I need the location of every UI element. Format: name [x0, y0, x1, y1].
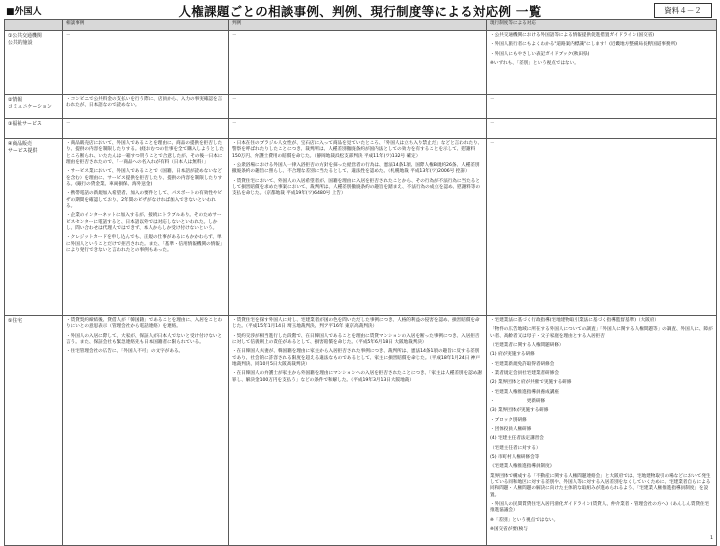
cell-paragraph: ・宅建業人権推進指導員養成講座	[490, 389, 559, 395]
cell-paragraph: ・公衆浴場における外国人一律入浴拒否の方針を採った経営者の行為は、憲法14条1項、国際人権B規約26条、人種差別撤廃条約の趣旨に照らし、不合理な差別に当たるとして、違法性を認めた。（札幌地裁 平成13年(ワ)2006号 控訴）	[232, 162, 480, 175]
cell-paragraph: 「物件の広告地域に所在する外国人についての調査」「外国人に関する人権問題等」の調査、外国人に、障がい者、高齢者又は母子・父子家庭を理由とする入居拒否	[490, 327, 713, 339]
cell-paragraph: －	[232, 97, 237, 102]
cell-paragraph: ・賃貸住宅において、外国人の入居希望者が、国籍を理由に入居を拒否されたことから、その行為が不法行為に当たるとして損害賠償を求めた事案において、裁判所は、人種差別撤廃条約の趣旨を踏まえ、不法行為の成立を認め、慰謝料等の支払を命じた。（京都地裁 平成19年(ワ)6480号 上告）	[232, 178, 481, 197]
cell-paragraph: (1) 府が実施する研修	[490, 352, 535, 358]
category-label: ②情報	[8, 97, 23, 103]
precedent-cell	[229, 119, 487, 139]
category-label: ④商品販売	[8, 141, 32, 147]
cell-paragraph: －	[66, 121, 71, 126]
cell-paragraph: ・コンビニで公共料金の支払いを行う際に、店員から、入力の事実確認を言われたが、日本語なので読めない。	[66, 97, 223, 109]
cell-paragraph: ・外国人の入居に際して、大家が、保証人が日本人でないと受け付けないと言う。また、保証会社も緊急連絡先も日本国籍者に限られている。	[66, 333, 223, 345]
category-cell	[5, 31, 63, 95]
table-body	[5, 31, 717, 546]
cell-paragraph: ・住宅管理会社の広告に、「外国人不可」の文字がある。	[66, 349, 184, 355]
cell-paragraph: (3) 業界団体が実施する研修	[490, 408, 549, 414]
cell-paragraph: ・在日韓国人夫妻が、韓国籍を理由に家主から入居拒否された事例につき、裁判所は、憲法14条1項の趣旨に反する差別であり、社会的に許容される限度を超える違法なものであるとして、家主に損害賠償を命じた。（平成18年1月24日 神戸地裁判決、同10月5日大阪高裁判決）	[232, 349, 480, 367]
precedent-cell	[229, 95, 487, 119]
document-ref-box: 資料４－２	[654, 3, 712, 18]
category-label: 公共的施設	[8, 39, 33, 46]
document-title: 人権課題ごとの相談事例、判例、現行制度等による対応例 一覧	[178, 4, 542, 19]
precedent-cell	[229, 316, 487, 546]
table-header-row	[5, 20, 717, 31]
cell-paragraph: －	[66, 33, 71, 38]
header-empty-cell	[5, 20, 63, 31]
table-row	[5, 316, 717, 546]
cell-paragraph: (4) 宅建主任者法定講習会	[490, 436, 544, 442]
cell-paragraph: ・団体役員人権研修	[490, 426, 532, 432]
cell-paragraph: ・企業のインターネットに加入するが、接続にトラブルあり。そのためサービスセンターに電話すると、日本語以外では対応しないといわれた。しかし、問い合わせは代理人ではできず、本人からしか受け付けないという。	[66, 213, 222, 231]
cell-paragraph: ・在日韓国人の弁護士が家主から外国籍を理由にマンションへの入居を拒否されたことにつき、「家主は人種差別を認め謝罪し、解決金100万円を支払う」などの条件で和解した。（平成19年3月13日大阪地裁）	[232, 371, 482, 383]
cell-paragraph: ・携帯電話の新規加入希望者、加入の要件として、パスポートの有効性やビザの期間を確認しており、2年間のビザがなければ加入できないといわれる。	[66, 191, 223, 209]
section-tag: ■外国人	[6, 7, 42, 17]
cell-paragraph: ・賃貸契約締結後、貸借人が「韓国籍」であることを理由に、入居をことわりにいとの意思表示（管理会社から電話連絡）を連絡。	[66, 318, 223, 330]
table-row	[5, 95, 717, 119]
category-label: ⑤住宅	[8, 318, 23, 324]
cell-paragraph: ・宅建業新規免許取得者研修会	[490, 361, 555, 367]
cell-paragraph: ※いずれも、「差別」という視点ではない。	[490, 60, 579, 66]
table-row	[5, 139, 717, 316]
cell-paragraph: ※「差別」という視点ではない。	[490, 517, 559, 523]
column-header-response: 現行制度等による対応	[487, 20, 717, 31]
category-cell	[5, 95, 63, 119]
cell-paragraph: －	[232, 33, 237, 38]
cell-paragraph: ・サービス業において、外国人であることで（国籍、日本語が読めないなどを含む）を理由に、サービス提供を拒否したり、提供の内容を制限したりする。(銀行の貸金業、車両損保、海外送金)	[66, 169, 223, 187]
cell-paragraph: ※国交省が要(検与	[490, 526, 528, 532]
cell-paragraph: ・公共交通機関における外国語等による情報提供促進措置ガイドライン(国交省)	[490, 33, 655, 38]
cell-paragraph: ・ 更新研修	[490, 398, 546, 404]
consultation-cell	[63, 316, 229, 546]
category-label: ①公共交通機関	[8, 33, 42, 39]
cell-paragraph: ・商品販売店において、外国人であることを理由に、商品の提供を拒否したり、提供の内容を制限したりする。(経おむつの仕事を全て購入しようとしたところ断られ、いたたんは一箱すつ買うことで合意したが、その後一日本に理由を拒否されたので、「一商品への名入れが有料（日本人は無料）」	[66, 141, 224, 165]
consultation-cell	[63, 119, 229, 139]
column-header-consultation: 相談事例	[63, 20, 229, 31]
cell-paragraph: ・外国人の民間賃貸住宅入居円滑化ガイドライン(賃貸人、仲介業者・管理会社の方へ)（あんしん賃貸住宅推進協議会）	[490, 501, 710, 514]
cell-paragraph: (5) 市町村人権研修会等	[490, 454, 540, 460]
cell-paragraph: ・賃貸住宅を探す外国人に対し、宅建業者が国の色を問いただした事例につき、人格的利益の侵害を認め、損害賠償を命じた。（平成15年1月14日 埼玉地裁判決、判ア平16年 東京高裁判決）	[232, 318, 480, 330]
category-cell	[5, 119, 63, 139]
consultation-cell	[63, 95, 229, 119]
category-label: ③福祉サービス	[8, 121, 42, 127]
cell-paragraph: ・クレジットカードを申し込んでも、正規の仕事があるにもかかわらず、単に外国人ということだけで拒否された。また、「基準・信用情報機関の情報」により発行できないと言われたとの事例もあった。	[66, 235, 225, 253]
cell-paragraph: ・業者規定会員社宅建業者研修会	[490, 370, 559, 376]
cell-paragraph: －	[490, 121, 495, 126]
response-cell	[487, 316, 717, 546]
table-row	[5, 31, 717, 95]
category-cell	[5, 139, 63, 316]
consultation-cell	[63, 31, 229, 95]
cell-paragraph: －	[232, 121, 237, 126]
cell-paragraph: －	[490, 141, 495, 146]
response-cell	[487, 31, 717, 95]
cell-paragraph: （宅建業者に関する人権問題研修）	[490, 342, 564, 348]
cell-paragraph: 業界団体で構成する「不動産に関する人権問題連絡会」と大阪府では、宅地建物取引の場などにおいて発生している同和地区に対する差別や、外国人等に対する入居差別をなくしていくために、宅建業者自らによる同和問題・人権問題の解決に向けた主体的な取組みが進められるよう、「宅建業人権推進指導員制度」を設置。	[490, 473, 711, 498]
cell-paragraph: ・宅建業法に基づく行政指導(宅地建物取引業法に基づく指導監督基準)（大阪府）	[490, 318, 659, 323]
cell-paragraph: (2) 業界団体と府が共催で実施する研修	[490, 380, 572, 386]
column-header-precedent: 判例	[229, 20, 487, 31]
cell-paragraph: ・外国人にもやさしい表記ガイドブック(秋田県)	[490, 51, 590, 57]
cell-paragraph: ・外国人旅行者にもよくわかる"道路案内標識"にします！(近畿地方整備局長野国道事務所)	[490, 42, 677, 48]
category-cell	[5, 316, 63, 546]
cell-paragraph: ・ブロック別研修	[490, 417, 527, 423]
precedent-cell	[229, 139, 487, 316]
page-number: 1	[710, 536, 713, 542]
response-cell	[487, 119, 717, 139]
category-label: サービス提供	[8, 147, 38, 154]
cell-paragraph: ・日本在住のブラジル人女性が、宝石店に入って商品を見ていたところ、「外国人は立ち入り禁止だ」などと言われたり、警察を呼ばれたりしたことにつき、裁判所は、人種差別撤廃条約が国内法としての効力を有することを示して、慰謝料150万円、弁護士費用の賠償を命じた。（静岡地裁浜松支部判決 平成11年(ワ)132号 確定）	[232, 141, 483, 159]
cell-paragraph: （宅建主任者に対する）	[490, 445, 541, 451]
category-label: コミュニケーション	[8, 103, 52, 110]
response-cell	[487, 139, 717, 316]
response-cell	[487, 95, 717, 119]
consultation-cell	[63, 139, 229, 316]
table-row	[5, 119, 717, 139]
cell-paragraph: ・契約交渉が相当進行した段階で、在日韓国人であることを理由に賃貸マンションの入居を断った事例につき、入居拒否に対して信義則上の責任があるとして、損害賠償を命じた。（平成5年6月18日 大阪地裁判決）	[232, 333, 480, 345]
precedent-cell	[229, 31, 487, 95]
cell-paragraph: 《宅建業人権推進指導員制度》	[490, 464, 555, 470]
cell-paragraph: －	[490, 97, 495, 102]
cases-table	[4, 19, 717, 546]
